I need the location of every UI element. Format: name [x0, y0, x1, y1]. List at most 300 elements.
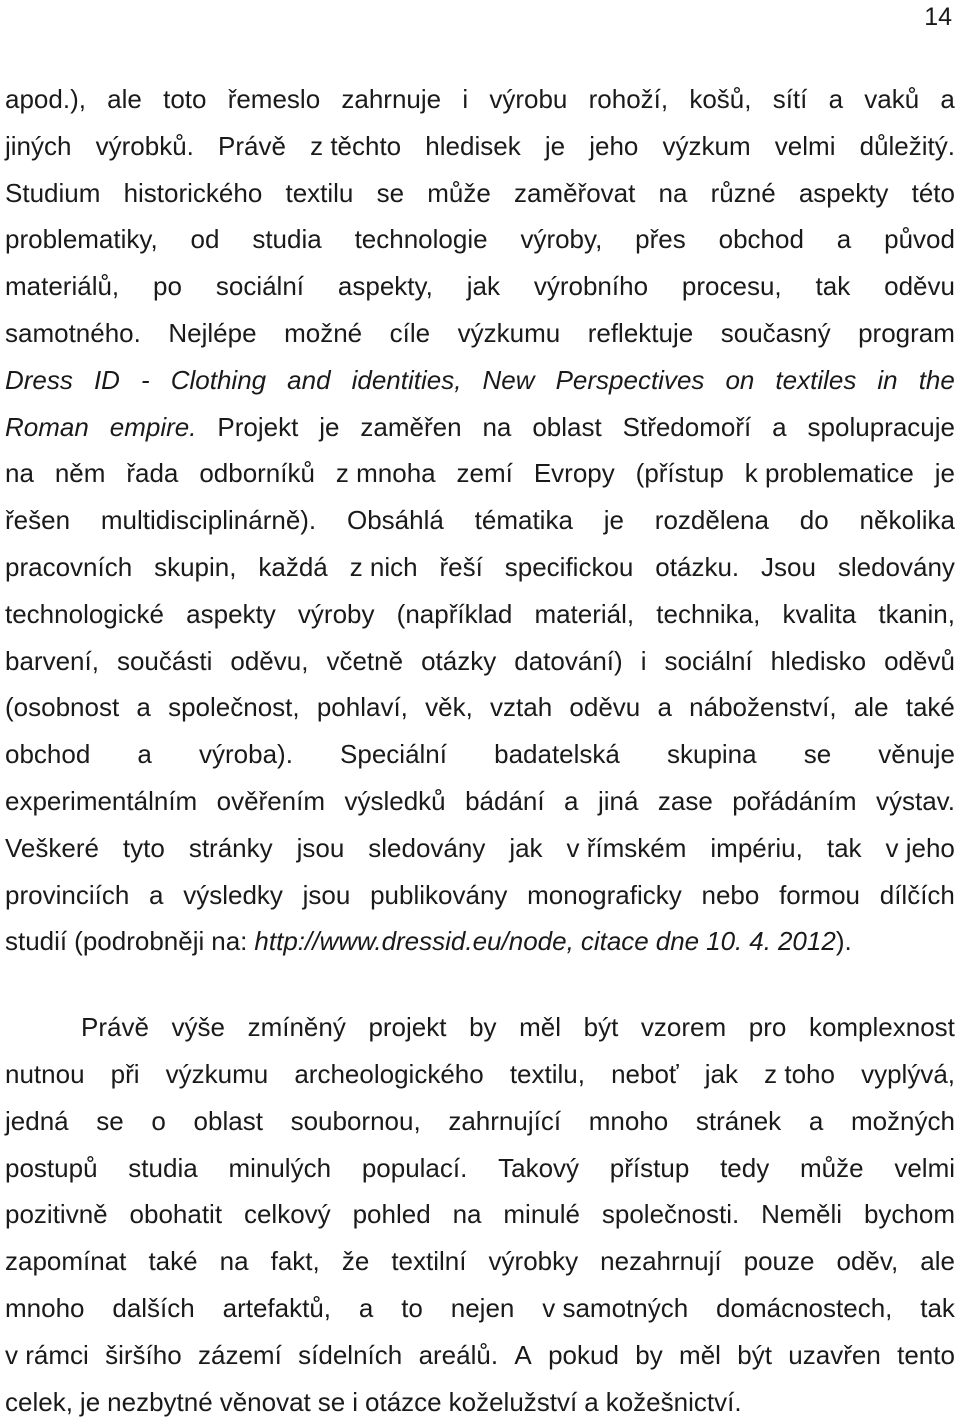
word: projekt: [368, 1012, 447, 1043]
word: materiál,: [534, 598, 635, 629]
word: 2012).: [777, 926, 852, 957]
word: výrobky: [488, 1246, 579, 1277]
word: Obsáhlá: [346, 505, 444, 536]
word: pro: [748, 1012, 787, 1043]
word: jak: [466, 271, 500, 302]
word: pohlaví,: [316, 692, 408, 723]
word: několika: [859, 505, 955, 536]
word: ale: [107, 84, 142, 114]
word: Projekt: [217, 411, 299, 442]
word: může: [427, 177, 491, 208]
word: zahrnující: [448, 1105, 562, 1136]
word: řeší: [439, 551, 483, 582]
word: nutnou: [5, 1058, 85, 1089]
word: experimentálním: [5, 785, 198, 816]
word: původ: [884, 224, 955, 255]
word: zapomínat: [5, 1246, 127, 1277]
word: barvení,: [5, 645, 99, 676]
word: košů,: [689, 84, 752, 114]
word: publikovány: [370, 879, 508, 910]
word: výstav.: [875, 785, 955, 816]
word: být: [737, 1339, 772, 1370]
text-line: [5, 1191, 955, 1238]
word: jak: [509, 832, 543, 863]
word: součásti: [116, 645, 213, 676]
word: a: [149, 879, 164, 910]
word: že: [341, 1246, 370, 1277]
word: možné: [284, 317, 363, 348]
word: soubornou,: [290, 1105, 421, 1136]
word: artefaktů,: [222, 1292, 332, 1323]
word: Dress: [5, 364, 73, 395]
word: procesu,: [681, 271, 782, 302]
word: různé: [710, 177, 776, 208]
word: z toho: [764, 1058, 835, 1089]
word: otázky: [421, 645, 497, 676]
word: z mnoha: [335, 458, 436, 489]
word: mnoho: [588, 1105, 669, 1136]
word: (osobnost: [5, 692, 120, 723]
word: důležitý.: [859, 130, 955, 161]
word: zaměřen: [360, 411, 462, 442]
word: řada: [126, 458, 179, 489]
text-line: [5, 1285, 955, 1332]
word: výzkum: [662, 130, 751, 161]
word: od: [190, 224, 220, 255]
word: výsledků: [344, 785, 446, 816]
word: rozdělena: [654, 505, 769, 536]
word: odborníků: [199, 458, 315, 489]
text-line: [5, 76, 955, 123]
word: otázku.: [655, 551, 740, 582]
word: Neměli: [761, 1199, 843, 1230]
word: in: [877, 364, 898, 395]
text-line: [5, 263, 955, 310]
word: jiná: [597, 785, 639, 816]
word: z těchto: [310, 130, 402, 161]
word: zázemí: [198, 1339, 282, 1370]
word: textiles: [775, 364, 857, 395]
word: apod.),: [5, 84, 86, 114]
word: zahrnuje: [341, 84, 442, 114]
word: textilní: [391, 1246, 467, 1277]
word: Právě: [218, 130, 286, 161]
word: formou: [779, 879, 860, 910]
word: vztah: [490, 692, 553, 723]
word: přes: [635, 224, 686, 255]
paragraph-2: [5, 1004, 955, 1425]
word: obchod: [5, 739, 91, 770]
word: Takový: [498, 1152, 580, 1183]
text-line: [5, 1332, 955, 1379]
word: se: [317, 1386, 346, 1417]
word: toto: [163, 84, 207, 114]
word: na: [219, 1246, 249, 1277]
word: (například: [396, 598, 513, 629]
word: v rámci: [5, 1339, 89, 1370]
word: do: [799, 505, 829, 536]
word: se: [803, 739, 832, 770]
word: v samotných: [542, 1292, 689, 1323]
word: badatelská: [494, 739, 620, 770]
word: o: [151, 1105, 166, 1136]
word: jeho: [589, 130, 639, 161]
word: multidisciplinárně).: [100, 505, 317, 536]
word: společnost,: [168, 692, 300, 723]
word: on: [725, 364, 755, 395]
word: fakt,: [270, 1246, 320, 1277]
text-line: [5, 170, 955, 217]
word: a: [772, 411, 787, 442]
word: kožešnictví.: [605, 1386, 742, 1417]
word: z nich: [349, 551, 418, 582]
text-line: [5, 591, 955, 638]
word: může: [799, 1152, 864, 1183]
word: k problematice: [744, 458, 914, 489]
word: New: [482, 364, 535, 395]
text-line: [5, 918, 955, 965]
word: by: [635, 1339, 663, 1370]
word: mnoho: [5, 1292, 85, 1323]
word: pokud: [548, 1339, 619, 1370]
text-line: [5, 357, 955, 404]
word: i: [462, 84, 469, 114]
word: vaků: [864, 84, 920, 114]
text-line: [5, 123, 955, 170]
text-line: [5, 1145, 955, 1192]
word: dalších: [112, 1292, 195, 1323]
word: vzorem: [640, 1012, 727, 1043]
word: oblast: [532, 411, 602, 442]
word: i: [640, 645, 647, 676]
word: společnosti.: [601, 1199, 740, 1230]
word: Nejlépe: [168, 317, 257, 348]
word: program: [858, 317, 955, 348]
word: sledovány: [368, 832, 486, 863]
word: domácnostech,: [716, 1292, 893, 1323]
page-number: 14: [924, 3, 952, 31]
word: to: [401, 1292, 423, 1323]
word: výzkumu: [457, 317, 561, 348]
word: tak: [815, 271, 851, 302]
word: včetně: [326, 645, 404, 676]
word: je: [603, 505, 624, 536]
word: a: [940, 84, 955, 114]
word: (přístup: [635, 458, 724, 489]
word: technologické: [5, 598, 164, 629]
text-line: [5, 1004, 955, 1051]
word: sledovány: [837, 551, 955, 582]
word: a: [137, 739, 152, 770]
word: nebo: [701, 879, 760, 910]
word: nejen: [450, 1292, 515, 1323]
word: by: [469, 1012, 497, 1043]
text-line: [5, 825, 955, 872]
word: bychom: [863, 1199, 955, 1230]
word: skupina: [666, 739, 757, 770]
word: dílčích: [879, 879, 955, 910]
word: dne: [655, 926, 700, 957]
word: Evropy: [533, 458, 615, 489]
word: jsou: [296, 832, 345, 863]
text-line: [5, 1051, 955, 1098]
word: výrobků.: [95, 130, 194, 161]
word: citace: [580, 926, 649, 957]
word: něm: [54, 458, 106, 489]
word: výroby: [297, 598, 375, 629]
word: přístup: [609, 1152, 690, 1183]
word: Středomoří: [622, 411, 752, 442]
word: and: [287, 364, 331, 395]
word: tento: [897, 1339, 955, 1370]
word: technologie: [354, 224, 488, 255]
word: stránek: [695, 1105, 782, 1136]
text-line: [5, 497, 955, 544]
word: textilu,: [509, 1058, 585, 1089]
word: neboť: [611, 1058, 679, 1089]
word: řešen: [5, 505, 71, 536]
word: výše: [171, 1012, 225, 1043]
word: věnovat: [219, 1386, 311, 1417]
paragraph-spacer: [5, 965, 955, 1004]
word: kvalita: [782, 598, 857, 629]
word: vyplývá,: [861, 1058, 955, 1089]
text-line: [5, 1379, 955, 1425]
word: historického: [123, 177, 263, 208]
text-line: [5, 1238, 955, 1285]
word: 10.: [706, 926, 743, 957]
word: aspekty: [186, 598, 276, 629]
word: pracovních: [5, 551, 133, 582]
word: a: [564, 785, 579, 816]
word: jiných: [5, 130, 72, 161]
word: materiálů,: [5, 271, 120, 302]
word: minulé: [503, 1199, 580, 1230]
word: Roman: [5, 411, 89, 442]
word: postupů: [5, 1152, 98, 1183]
word: na: [452, 1199, 482, 1230]
word: aspekty,: [337, 271, 433, 302]
word: nezahrnují: [600, 1246, 722, 1277]
word: Veškeré: [5, 832, 99, 863]
word: zemí: [456, 458, 513, 489]
word: Studium: [5, 177, 101, 208]
word: a: [136, 692, 151, 723]
word: měl: [679, 1339, 721, 1370]
word: 4.: [749, 926, 771, 957]
word: oděvu,: [230, 645, 309, 676]
word: výroba).: [199, 739, 293, 770]
word: možných: [850, 1105, 955, 1136]
word: studia: [128, 1152, 198, 1183]
word: pořádáním: [732, 785, 857, 816]
word: i: [352, 1386, 359, 1417]
word: při: [110, 1058, 140, 1089]
word: Jsou: [761, 551, 816, 582]
word: archeologického: [294, 1058, 484, 1089]
word: tématika: [474, 505, 573, 536]
text-line: [5, 731, 955, 778]
text-line: [5, 638, 955, 685]
word: tkanin,: [878, 598, 955, 629]
word: věk,: [425, 692, 473, 723]
word: zaměřovat: [513, 177, 636, 208]
word: rohoží,: [588, 84, 669, 114]
word: sociální: [664, 645, 753, 676]
word: velmi: [894, 1152, 955, 1183]
word: každá: [258, 551, 328, 582]
word: bádání: [465, 785, 545, 816]
word: specifickou: [504, 551, 634, 582]
text-line: [5, 778, 955, 825]
paragraph-1: [5, 76, 955, 965]
word: zase: [657, 785, 713, 816]
word: pouze: [743, 1246, 815, 1277]
word: technika,: [656, 598, 761, 629]
word: tak: [826, 832, 862, 863]
word: koželužství: [448, 1386, 578, 1417]
word: samotného.: [5, 317, 141, 348]
word: pozitivně: [5, 1199, 108, 1230]
word: ale: [920, 1246, 955, 1277]
word: hledisko: [770, 645, 867, 676]
word: skupin,: [154, 551, 237, 582]
word: a: [828, 84, 844, 114]
word: http://www.dressid.eu/node,: [254, 926, 574, 957]
word: výsledky: [183, 879, 283, 910]
document-body: [5, 76, 955, 1425]
word: je: [319, 411, 340, 442]
word: na: [658, 177, 688, 208]
word: -: [141, 364, 150, 395]
word: provinciích: [5, 879, 130, 910]
text-line: [5, 872, 955, 919]
word: této: [911, 177, 955, 208]
word: areálů.: [418, 1339, 499, 1370]
word: stránky: [188, 832, 273, 863]
text-line: [5, 216, 955, 263]
word: monograficky: [527, 879, 682, 910]
word: komplexnost: [808, 1012, 955, 1043]
word: studia: [252, 224, 322, 255]
word: také: [905, 692, 955, 723]
word: uzavřen: [788, 1339, 881, 1370]
word: ale: [853, 692, 889, 723]
word: výrobního: [533, 271, 649, 302]
word: Perspectives: [555, 364, 705, 395]
word: také: [148, 1246, 198, 1277]
word: pohled: [352, 1199, 431, 1230]
word: být: [583, 1012, 619, 1043]
word: ID: [93, 364, 120, 395]
word: sítí: [772, 84, 808, 114]
word: tedy: [720, 1152, 770, 1183]
word: cíle: [389, 317, 431, 348]
word: oděvů: [884, 645, 955, 676]
word: širšího: [105, 1339, 182, 1370]
word: výrobu: [489, 84, 568, 114]
word: velmi: [774, 130, 836, 161]
word: výroby,: [520, 224, 603, 255]
word: na: [482, 411, 512, 442]
word: studií: [5, 926, 68, 957]
word: a: [657, 692, 672, 723]
word: textilu: [285, 177, 354, 208]
word: a: [584, 1386, 599, 1417]
text-line: [5, 684, 955, 731]
word: oblast: [193, 1105, 263, 1136]
word: Speciální: [340, 739, 447, 770]
word: datování): [514, 645, 623, 676]
text-line: [5, 404, 955, 451]
word: současný: [720, 317, 831, 348]
word: je: [79, 1386, 101, 1417]
word: výzkumu: [165, 1058, 269, 1089]
text-line: [5, 544, 955, 591]
word: a: [836, 224, 852, 255]
word: po: [153, 271, 182, 302]
word: oděvu: [569, 692, 641, 723]
word: ověřením: [216, 785, 326, 816]
word: se: [96, 1105, 124, 1136]
word: otázce: [365, 1386, 442, 1417]
text-line: [5, 450, 955, 497]
word: na:: [211, 926, 248, 957]
word: nezbytné: [107, 1386, 213, 1417]
word: v jeho: [885, 832, 955, 863]
word: sídelních: [298, 1339, 403, 1370]
word: jedná: [5, 1105, 69, 1136]
word: impériu,: [710, 832, 803, 863]
word: identities,: [351, 364, 462, 395]
word: spolupracuje: [807, 411, 955, 442]
word: Právě: [81, 1012, 149, 1043]
word: jak: [704, 1058, 739, 1089]
word: oděvu: [884, 271, 955, 302]
word: náboženství,: [689, 692, 837, 723]
word: jsou: [302, 879, 351, 910]
word: tak: [920, 1292, 955, 1323]
word: obohatit: [129, 1199, 223, 1230]
word: řemeslo: [227, 84, 321, 114]
word: a: [808, 1105, 824, 1136]
word: populací.: [361, 1152, 468, 1183]
word: A: [514, 1339, 532, 1370]
text-line: [5, 310, 955, 357]
word: reflektuje: [587, 317, 694, 348]
word: problematiky,: [5, 224, 158, 255]
word: se: [376, 177, 405, 208]
word: zmíněný: [247, 1012, 346, 1043]
word: v římském: [566, 832, 687, 863]
word: sociální: [215, 271, 305, 302]
word: měl: [519, 1012, 562, 1043]
word: celek,: [5, 1386, 73, 1417]
text-line: [5, 1098, 955, 1145]
word: minulých: [228, 1152, 332, 1183]
word: oděv,: [836, 1246, 899, 1277]
word: je: [934, 458, 955, 489]
word: obchod: [718, 224, 804, 255]
word: tyto: [122, 832, 165, 863]
word: a: [358, 1292, 374, 1323]
word: je: [544, 130, 566, 161]
word: the: [918, 364, 955, 395]
word: Clothing: [170, 364, 267, 395]
word: na: [5, 458, 34, 489]
word: hledisek: [425, 130, 521, 161]
word: aspekty: [798, 177, 889, 208]
